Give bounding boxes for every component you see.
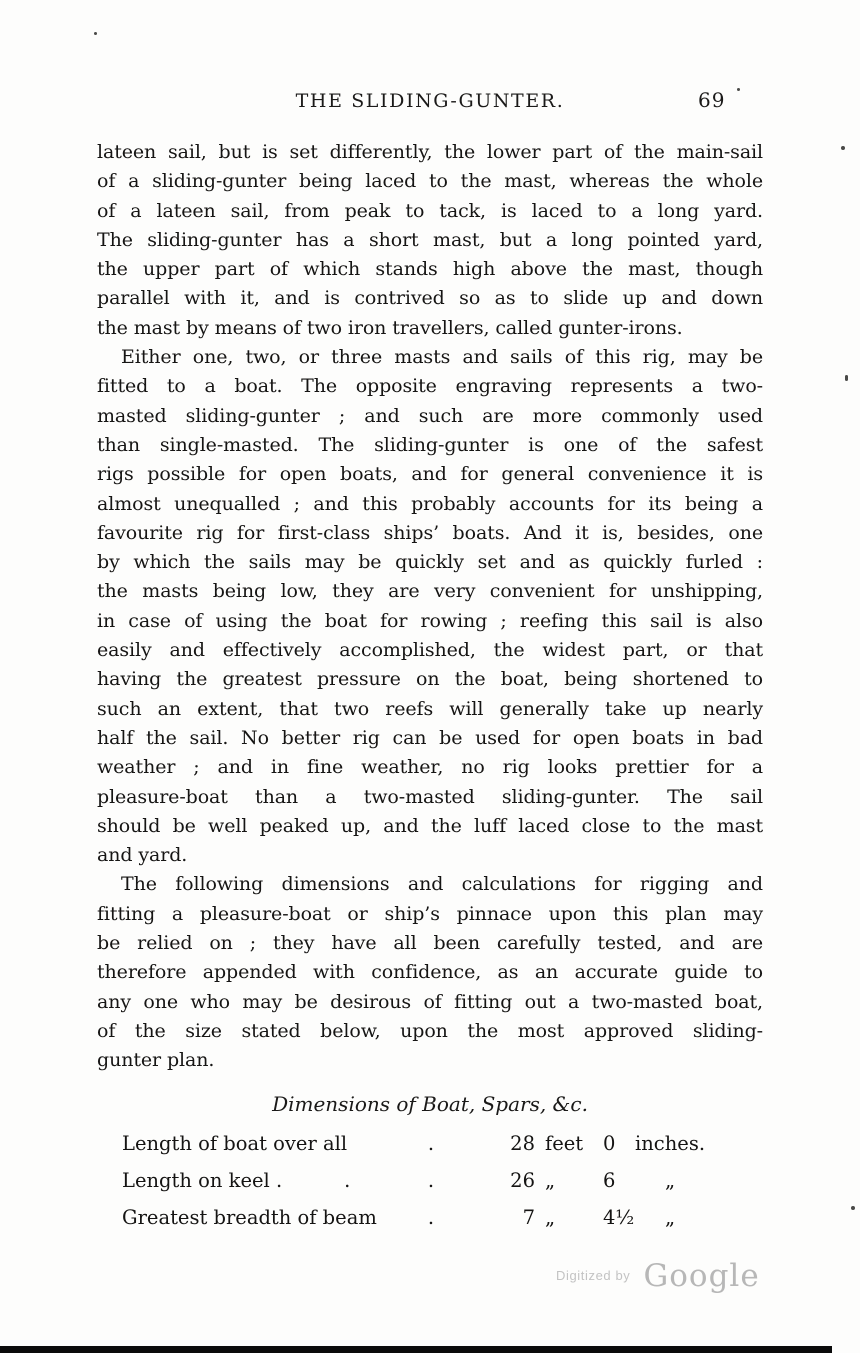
text-line: therefore appended with confidence, as an accurate guide to (97, 961, 763, 984)
text-line: should be well peaked up, and the luff laced close to the mast (97, 814, 763, 837)
text-line: the mast by means of two iron travellers, called gunter-irons. (97, 316, 683, 339)
text-line: weather ; and in fine weather, no rig looks prettier for a (97, 756, 763, 779)
text-line: the masts being low, they are very convenient for unshipping, (97, 580, 763, 603)
text-line: lateen sail, but is set differently, the lower part of the main-sail (97, 141, 763, 163)
google-logo: Google (643, 1258, 760, 1294)
text-line: pleasure-boat than a two-masted sliding-gunter. The sail (97, 785, 763, 808)
unit-feet: feet (545, 1131, 584, 1155)
text-line: the upper part of which stands high above the mast, though (97, 258, 763, 281)
digitized-by-watermark (556, 1258, 760, 1294)
text-line: of a lateen sail, from peak to tack, is laced to a long yard. (97, 199, 763, 222)
scan-artifact-dot (94, 32, 97, 35)
row-label: Length of boat over all (122, 1131, 348, 1155)
text-line: The sliding-gunter has a short mast, but a long pointed yard, (97, 228, 763, 251)
scan-artifact-dot (845, 375, 848, 381)
text-line: of the size stated below, upon the most approved sliding- (97, 1019, 763, 1042)
text-line: any one who may be desirous of fitting out a two-masted boat, (97, 990, 763, 1013)
leader-dot: . (427, 1168, 435, 1192)
watermark-prefix: Digitized by (556, 1268, 631, 1283)
unit-feet: „ (545, 1168, 556, 1192)
row-label: Length on keel . . (122, 1168, 351, 1192)
value-inches: 4½ (603, 1205, 635, 1229)
text-line: parallel with it, and is contrived so as to slide up and down (97, 287, 763, 310)
page-title: THE SLIDING-GUNTER. (295, 90, 565, 112)
scan-artifact-dot (737, 88, 740, 91)
text-line: masted sliding-gunter ; and such are more commonly used (97, 404, 763, 427)
text-line: of a sliding-gunter being laced to the mast, whereas the whole (97, 170, 763, 193)
unit-inches: „ (664, 1205, 676, 1229)
text-line: and yard. (97, 844, 188, 867)
text-line: than single-masted. The sliding-gunter is one of the safest (97, 433, 763, 456)
value-inches: 0 (603, 1131, 616, 1155)
table-row (122, 1132, 860, 1169)
text-line: such an extent, that two reefs will generally take up nearly (97, 697, 763, 720)
text-line: be relied on ; they have all been carefully tested, and are (97, 932, 763, 955)
text-line: rigs possible for open boats, and for general convenience it is (97, 463, 763, 486)
page-number: 69 (698, 88, 726, 112)
unit-inches: inches. (635, 1131, 706, 1155)
text-line: in case of using the boat for rowing ; reefing this sail is also (97, 609, 763, 632)
row-label: Greatest breadth of beam (122, 1205, 377, 1229)
unit-inches: „ (664, 1168, 676, 1192)
text-line: The following dimensions and calculations for rigging and (121, 873, 763, 896)
running-head (0, 0, 860, 114)
paragraph (97, 343, 763, 870)
text-line: by which the sails may be quickly set and as quickly furled : (97, 551, 763, 574)
text-line: having the greatest pressure on the boat, being shortened to (97, 668, 763, 691)
text-line: fitting a pleasure-boat or ship’s pinnace upon this plan may (97, 902, 763, 925)
value-feet: 26 (510, 1168, 535, 1192)
scan-artifact-dot (841, 146, 845, 150)
table-row (122, 1206, 860, 1243)
value-feet: 28 (510, 1131, 535, 1155)
leader-dot: . (427, 1131, 435, 1155)
body-text (97, 138, 763, 1076)
table-row (122, 1169, 860, 1206)
dimensions-heading: Dimensions of Boat, Spars, &c. (272, 1091, 588, 1116)
scan-edge-bar (0, 1346, 832, 1353)
scan-artifact-dot (851, 1206, 855, 1210)
unit-feet: „ (545, 1205, 556, 1229)
text-line: fitted to a boat. The opposite engraving represents a two- (97, 375, 763, 398)
paragraph (97, 870, 763, 1075)
text-line: almost unequalled ; and this probably accounts for its being a (97, 492, 763, 515)
text-line: easily and effectively accomplished, the widest part, or that (97, 639, 763, 662)
value-inches: 6 (603, 1168, 616, 1192)
text-line: favourite rig for first-class ships’ boats. And it is, besides, one (97, 521, 763, 544)
value-feet: 7 (522, 1205, 535, 1229)
text-line: half the sail. No better rig can be used for open boats in bad (97, 726, 763, 749)
text-line: gunter plan. (97, 1049, 215, 1072)
leader-dot: . (427, 1205, 435, 1229)
dimensions-table (122, 1132, 860, 1243)
text-line: Either one, two, or three masts and sails of this rig, may be (121, 346, 763, 369)
paragraph (97, 138, 763, 343)
